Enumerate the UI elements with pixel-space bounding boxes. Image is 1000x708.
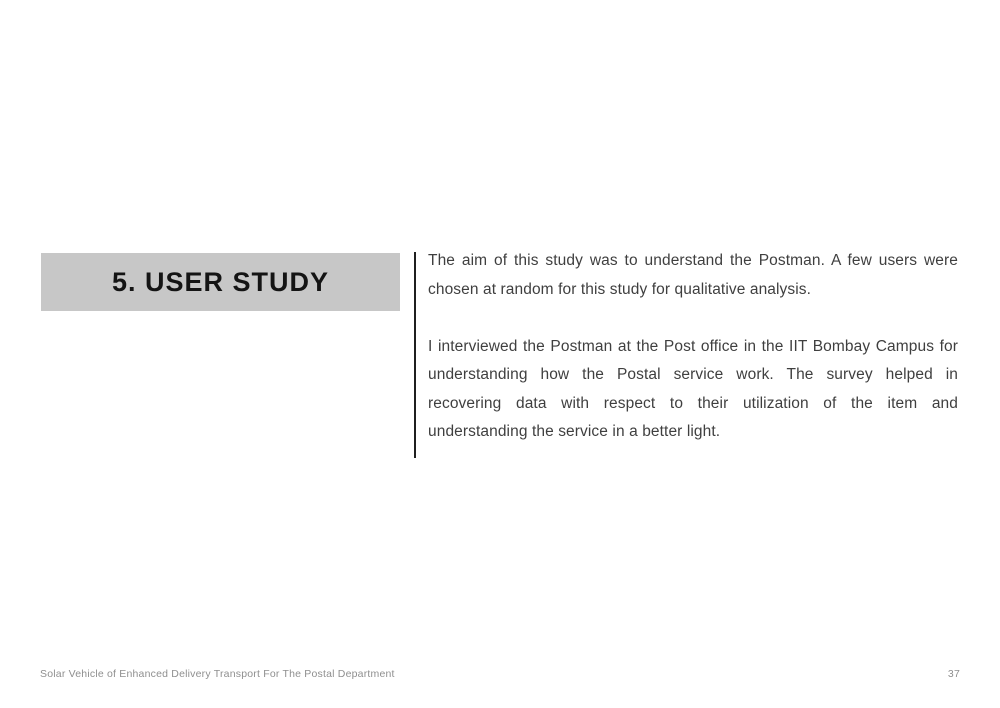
section-title: 5. USER STUDY bbox=[111, 266, 330, 297]
vertical-divider bbox=[414, 252, 416, 458]
paragraph-1: The aim of this study was to understand the Postman. A few users were chosen at random for this study for qualitative analysis. bbox=[428, 252, 958, 298]
page-number: 37 bbox=[947, 668, 960, 680]
section-title-box bbox=[41, 253, 400, 311]
footer bbox=[40, 668, 960, 680]
paragraph-2: I interviewed the Postman at the Post office in the IIT Bombay Campus for understanding how the Postal service work. The survey helped in recovering data with respect to their utilization of the item and understanding the service in a better light. bbox=[428, 337, 958, 440]
body-text-column bbox=[428, 247, 958, 447]
footer-document-title: Solar Vehicle of Enhanced Delivery Transport For The Postal Department bbox=[40, 668, 395, 680]
